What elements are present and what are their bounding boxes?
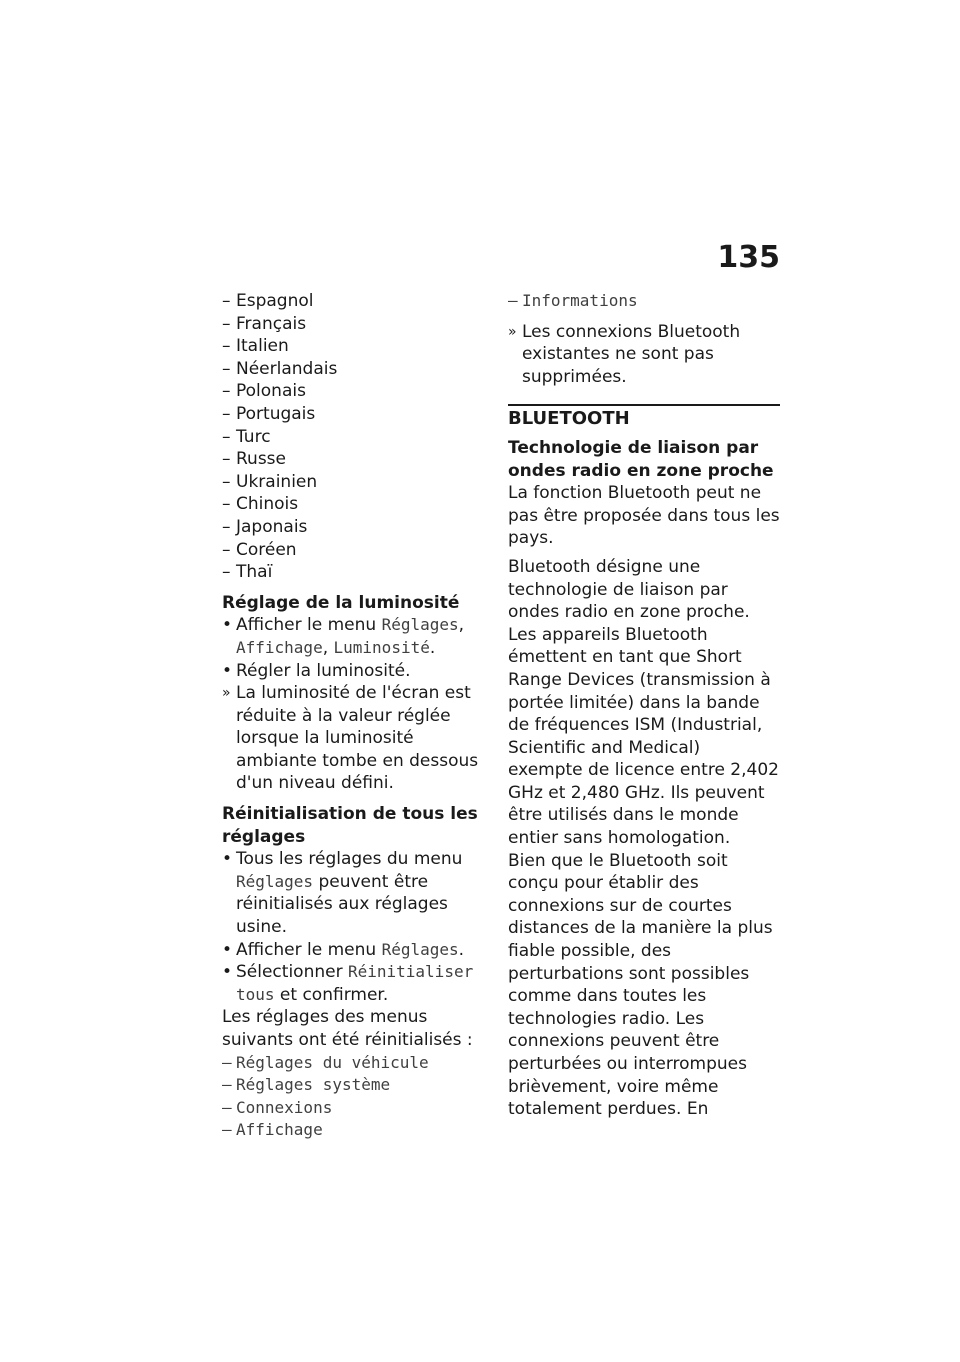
reset-menu-item: – Connexions xyxy=(222,1097,492,1120)
right-column xyxy=(508,290,780,1121)
brightness-result: » La luminosité de l'écran est réduite à la valeur réglée lorsque la luminosité ambiante tombe en dessous d'un niveau défini. xyxy=(222,682,492,795)
language-item: – Thaï xyxy=(222,561,492,584)
language-item: – Néerlandais xyxy=(222,358,492,381)
menu-path: Réglages xyxy=(381,939,459,959)
bluetooth-result: » Les connexions Bluetooth existantes ne sont pas supprimées. xyxy=(508,321,780,389)
reset-menu-item: – Réglages du véhicule xyxy=(222,1052,492,1075)
reset-menu-item: – Réglages système xyxy=(222,1074,492,1097)
language-list xyxy=(222,290,492,584)
reset-step-3 xyxy=(222,961,492,1006)
informations-menu-item: – Informations xyxy=(508,290,780,313)
language-item: – Ukrainien xyxy=(222,471,492,494)
section-title: BLUETOOTH xyxy=(508,408,630,430)
menu-path: Réinitialiser tous xyxy=(236,962,474,1004)
reset-heading: Réinitialisation de tous les réglages xyxy=(222,804,478,847)
language-item: – Espagnol xyxy=(222,290,492,313)
language-item: – Polonais xyxy=(222,380,492,403)
language-item: – Japonais xyxy=(222,516,492,539)
brightness-step-2: • Régler la luminosité. xyxy=(222,660,492,683)
menu-path: Luminosité xyxy=(333,637,430,657)
bluetooth-subheading: Technologie de liaison par ondes radio en zone proche xyxy=(508,437,774,481)
language-item: – Portugais xyxy=(222,403,492,426)
reset-intro: Les réglages des menus suivants ont été réinitialisés : xyxy=(222,1007,473,1050)
step-text: et confirmer. xyxy=(274,984,389,1005)
reset-menu-item: – Affichage xyxy=(222,1119,492,1142)
language-item: – Chinois xyxy=(222,493,492,516)
menu-path: Réglages xyxy=(381,615,459,635)
language-item: – Italien xyxy=(222,335,492,358)
reset-step-2 xyxy=(222,939,492,962)
bluetooth-paragraph: Bien que le Bluetooth soit conçu pour établir des connexions sur de courtes distances de la manière la plus fiable possible, des perturbations sont possibles comme dans toutes les technologies radio. Les connexions peuvent être perturbées ou interrompues brièvement, voire même totalement perdues. En xyxy=(508,850,773,1120)
separator: , xyxy=(322,637,334,658)
menu-path: Réglages xyxy=(236,871,314,891)
page-number: 135 xyxy=(717,240,780,275)
step-text: Tous les réglages du menu xyxy=(236,849,463,870)
step-text: . xyxy=(458,939,465,960)
step-text: peuvent être réinitialisés aux réglages usine. xyxy=(236,871,448,938)
language-item: – Russe xyxy=(222,448,492,471)
brightness-step-1 xyxy=(222,614,492,659)
bluetooth-paragraph: Bluetooth désigne une technologie de liaison par ondes radio en zone proche. Les appareils Bluetooth émettent en tant que Short Range Devices (transmission à portée limitée) dans la bande de fréquences ISM (Industrial, Scientific and Medical) exempte de licence entre 2,402 GHz et 2,480 GHz. Ils peuvent être utilisés dans le monde entier sans homologation. xyxy=(508,556,779,849)
brightness-heading: Réglage de la luminosité xyxy=(222,592,460,613)
step-text: Sélectionner xyxy=(236,962,348,983)
reset-step-1 xyxy=(222,848,492,938)
step-text: . xyxy=(429,637,436,658)
menu-path: Affichage xyxy=(236,637,323,657)
section-rule xyxy=(508,404,780,431)
step-text: Afficher le menu xyxy=(236,939,382,960)
language-item: – Coréen xyxy=(222,539,492,562)
language-item: – Français xyxy=(222,313,492,336)
separator: , xyxy=(458,615,465,636)
left-column xyxy=(222,290,492,1142)
step-text: Afficher le menu xyxy=(236,615,382,636)
bluetooth-paragraph: La fonction Bluetooth peut ne pas être proposée dans tous les pays. xyxy=(508,483,780,549)
language-item: – Turc xyxy=(222,426,492,449)
